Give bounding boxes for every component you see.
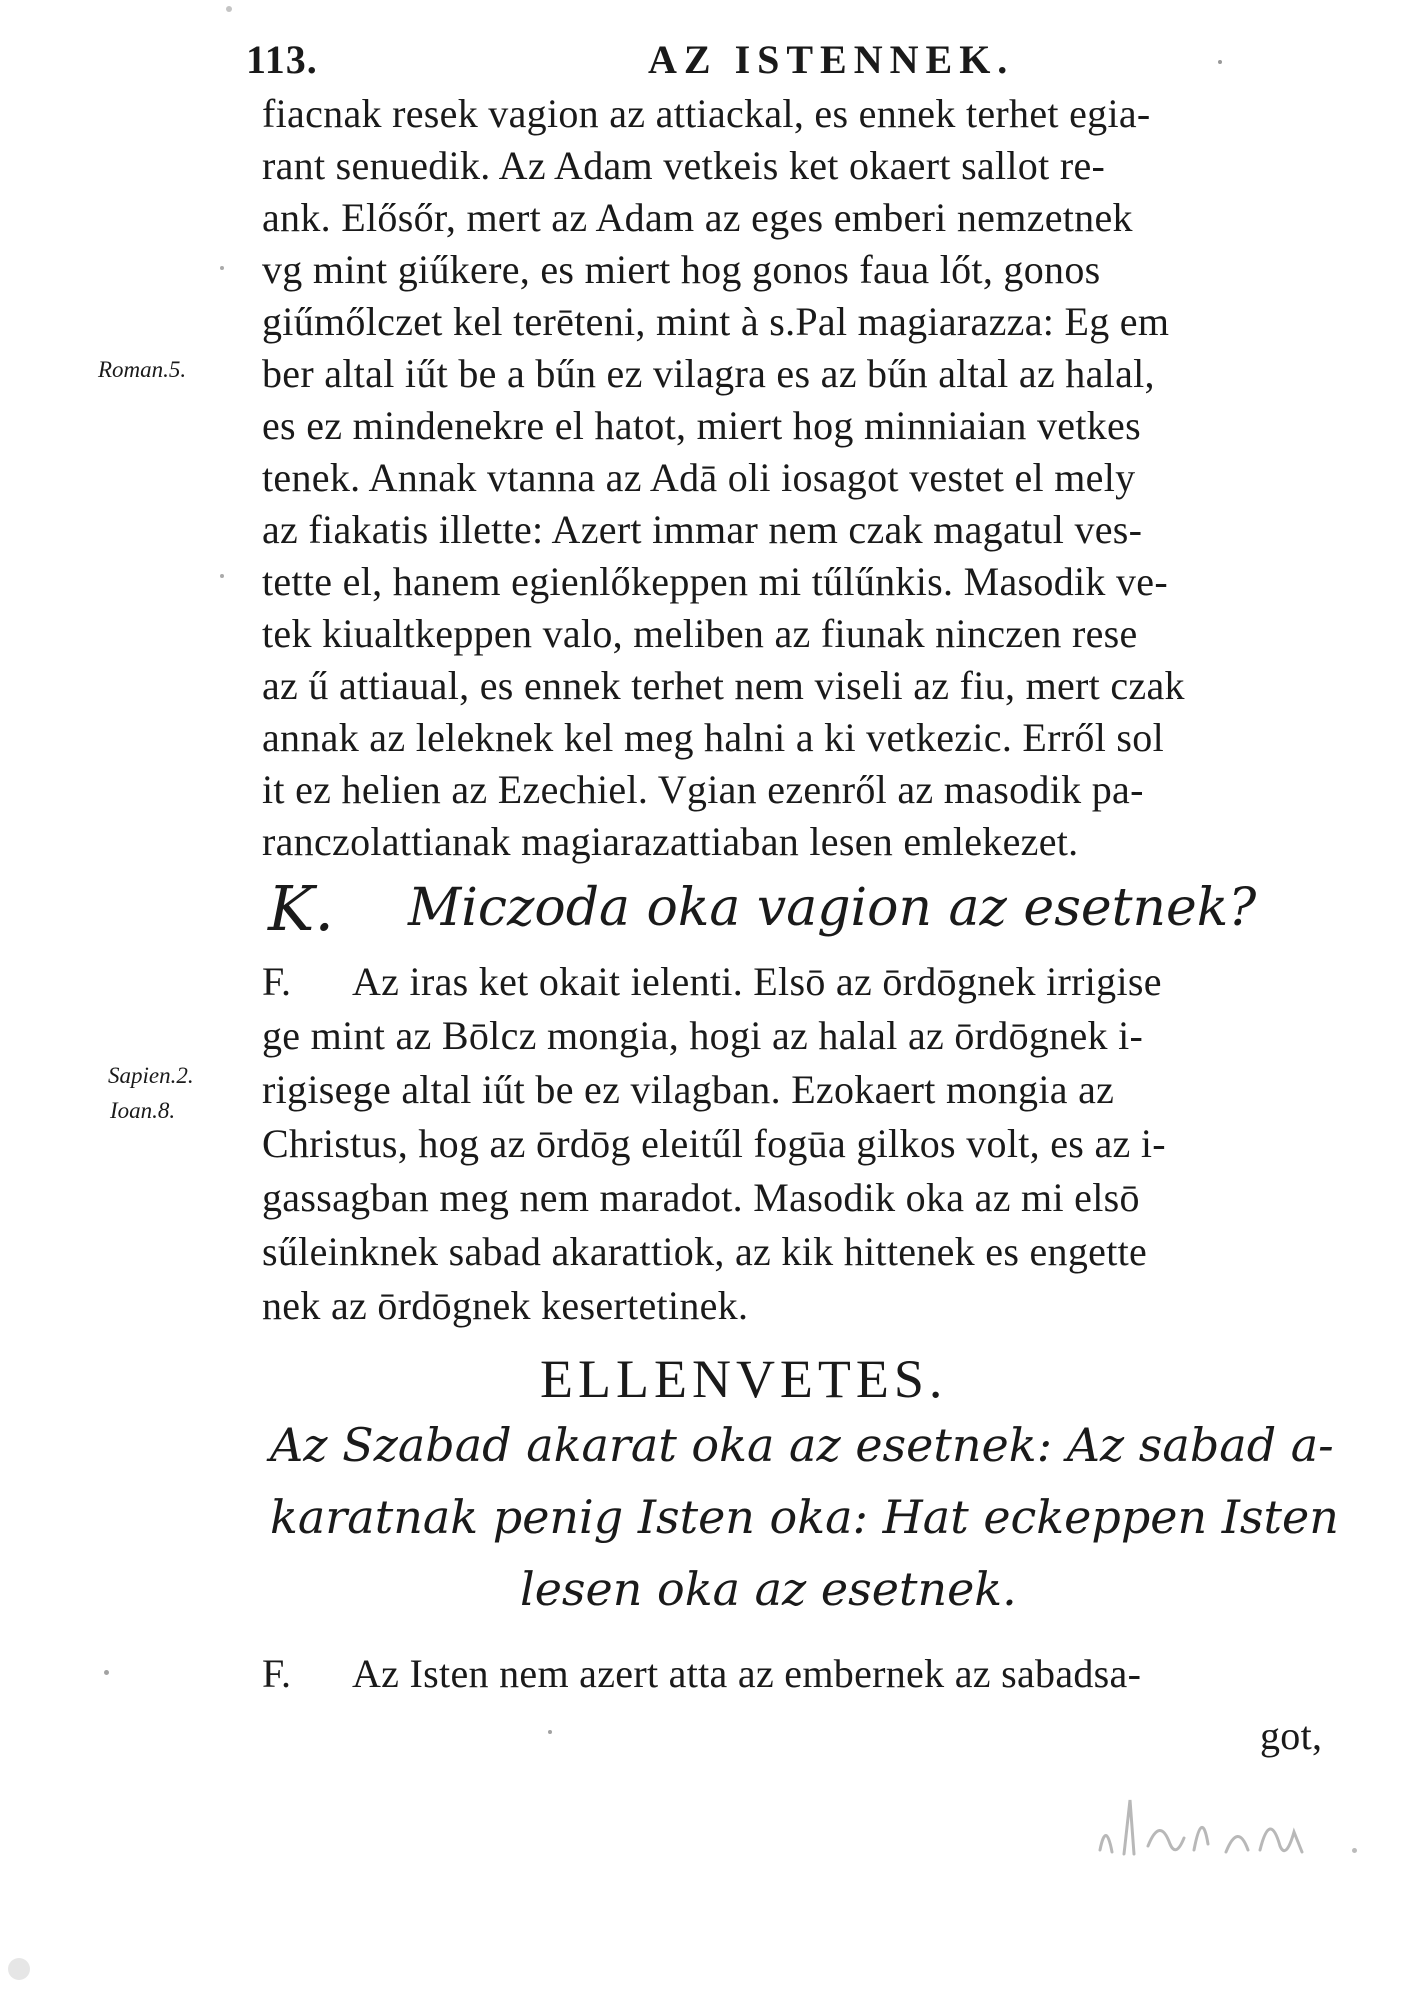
scan-speck xyxy=(8,1958,30,1980)
question-text: Miczoda oka vagion az esetnek? xyxy=(408,878,1257,938)
text-line: az ű attiaual, es ennek terhet nem viseli az fiu, mert czak xyxy=(262,663,1185,708)
page-number: 113. xyxy=(246,37,318,82)
answer-line: gassagban meg nem maradot. Masodik oka az mi elsō xyxy=(262,1175,1140,1220)
scan-speck xyxy=(1218,60,1222,64)
text-line: vg mint giűkere, es miert hog gonos faua lőt, gonos xyxy=(262,247,1101,292)
text-line: ber altal iűt be a bűn ez vilagra es az bűn altal az halal, xyxy=(262,351,1155,396)
answer-line: sűleinknek sabad akarattiok, az kik hittenek es engette xyxy=(262,1229,1148,1274)
answer-label: F. xyxy=(262,959,292,1004)
scan-speck xyxy=(220,266,224,270)
question-label: K. xyxy=(268,872,335,945)
text-line: it ez helien az Ezechiel. Vgian ezenről az masodik pa- xyxy=(262,767,1144,812)
text-line: tenek. Annak vtanna az Adā oli iosagot vestet el mely xyxy=(262,455,1136,500)
scan-speck xyxy=(548,1730,552,1734)
text-line: annak az leleknek kel meg halni a ki vetkezic. Erről sol xyxy=(262,715,1164,760)
catchword: got, xyxy=(1260,1713,1323,1758)
answer-line: ge mint az Bōlcz mongia, hogi az halal az ōrdōgnek i- xyxy=(262,1013,1144,1058)
objection-line: Az Szabad akarat oka az esetnek: Az sabad a- xyxy=(270,1418,1334,1472)
answer-label: F. xyxy=(262,1651,292,1696)
scan-speck xyxy=(104,1670,109,1675)
text-line: es ez mindenekre el hatot, miert hog minniaian vetkes xyxy=(262,403,1141,448)
objection-line: lesen oka az esetnek. xyxy=(520,1562,1017,1616)
running-title: AZ ISTENNEK. xyxy=(648,37,1015,82)
scan-speck xyxy=(226,6,232,12)
text-line: rant senuedik. Az Adam vetkeis ket okaert sallot re- xyxy=(262,143,1106,188)
text-line: ank. Elősőr, mert az Adam az eges emberi nemzetnek xyxy=(262,195,1133,240)
answer-line: nek az ōrdōgnek kesertetinek. xyxy=(262,1283,749,1328)
answer-line: rigisege altal iűt be ez vilagban. Ezokaert mongia az xyxy=(262,1067,1115,1112)
margin-note-ioan: Ioan.8. xyxy=(110,1098,176,1123)
section-heading: ELLENVETES. xyxy=(540,1349,948,1409)
margin-note-roman: Roman.5. xyxy=(98,357,187,382)
text-line: ranczolattianak magiarazattiaban lesen emlekezet. xyxy=(262,819,1079,864)
answer-line: Az Isten nem azert atta az embernek az sabadsa- xyxy=(352,1651,1142,1696)
scan-speck xyxy=(1352,1848,1357,1853)
answer-line: Christus, hog az ōrdōg eleitűl fogūa gilkos volt, es az i- xyxy=(262,1121,1166,1166)
text-line: tette el, hanem egienlőkeppen mi tűlűnkis. Masodik ve- xyxy=(262,559,1168,604)
text-line: fiacnak resek vagion az attiackal, es ennek terhet egia- xyxy=(262,91,1151,136)
margin-note-sapien: Sapien.2. xyxy=(108,1063,194,1088)
objection-line: karatnak penig Isten oka: Hat eckeppen Isten xyxy=(270,1490,1339,1544)
answer-line: Az iras ket okait ielenti. Elsō az ōrdōgnek irrigise xyxy=(352,959,1162,1004)
handwritten-scribble xyxy=(1090,1780,1330,1870)
text-line: az fiakatis illette: Azert immar nem czak magatul ves- xyxy=(262,507,1143,552)
scan-speck xyxy=(220,574,224,578)
text-line: giűmőlczet kel terēteni, mint à s.Pal magiarazza: Eg em xyxy=(262,299,1170,344)
text-line: tek kiualtkeppen valo, meliben az fiunak ninczen rese xyxy=(262,611,1138,656)
